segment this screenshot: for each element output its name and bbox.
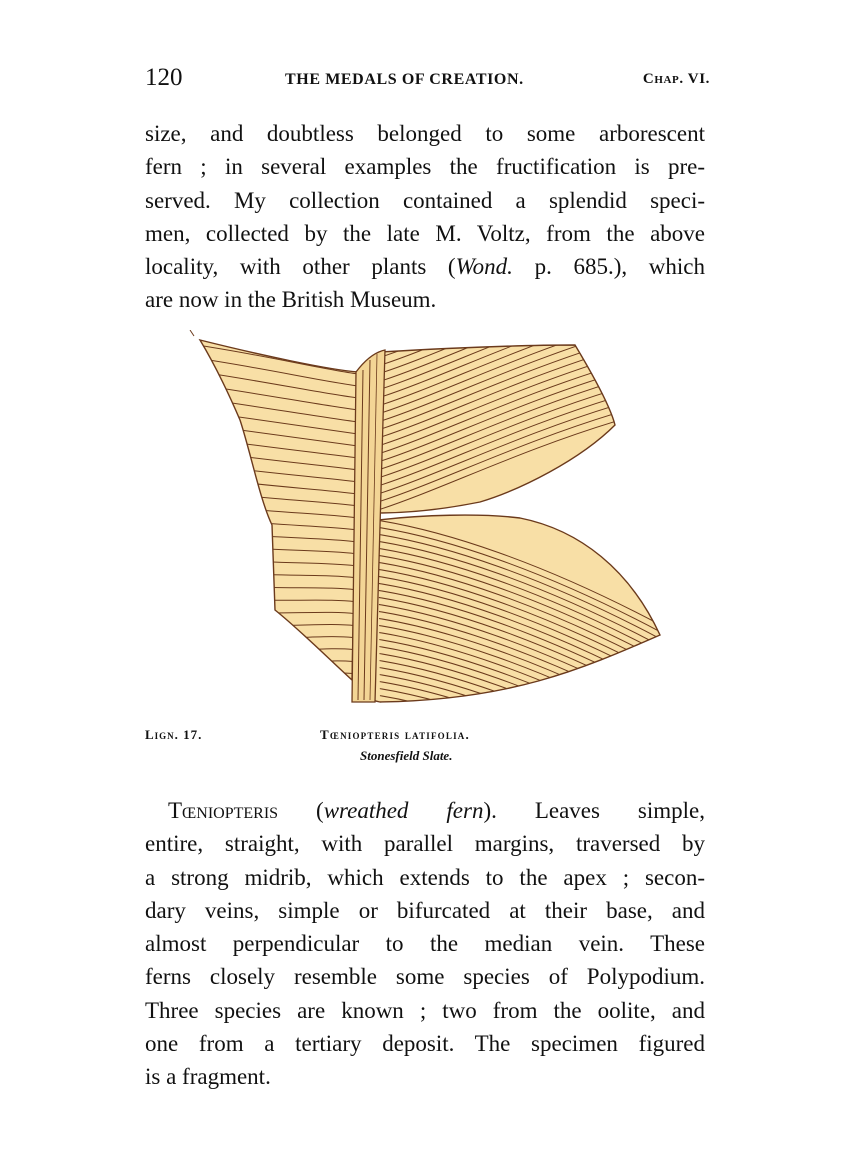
leaf-vein <box>190 673 358 678</box>
text-line: almost perpendicular to the median vein. These <box>145 931 705 957</box>
text-line: ferns closely resemble some species of Polypodium. <box>145 964 705 990</box>
upper-right-leaf-lobe <box>378 345 615 513</box>
running-title: THE MEDALS OF CREATION. <box>285 71 524 88</box>
paragraph-tœniopteris <box>145 794 705 1094</box>
text-line: fern ; in several examples the fructification is pre- <box>145 154 705 180</box>
text-line: dary veins, simple or bifurcated at their base, and <box>145 897 705 923</box>
text-line: are now in the British Museum. <box>145 287 437 313</box>
text-line: one from a tertiary deposit. The specimen figured <box>145 1031 705 1057</box>
common-name: wreathed fern <box>323 798 484 823</box>
figure-locality: Stonesfield Slate. <box>360 748 453 763</box>
text-line: a strong midrib, which extends to the apex ; secon- <box>145 864 705 890</box>
text-line: men, collected by the late M. Voltz, from the above <box>145 220 705 246</box>
fern-fossil-illustration <box>180 330 665 710</box>
paragraph-continuation <box>145 117 705 317</box>
genus-name: Tœniopteris <box>168 798 279 823</box>
text-fragment: ). Leaves simple, <box>483 798 705 823</box>
text-fragment: ( <box>278 798 324 823</box>
specimen-tick-mark <box>190 330 194 336</box>
text-line <box>145 250 705 283</box>
running-head <box>145 62 710 96</box>
text-line <box>145 794 705 827</box>
text-fragment: locality, with other plants ( <box>145 254 456 280</box>
text-fragment: p. 685.), which <box>512 254 706 280</box>
figure-label: Lign. 17. <box>145 727 203 742</box>
text-line: entire, straight, with parallel margins, traversed by <box>145 831 705 857</box>
figure-species-name: Tœniopteris latifolia. <box>320 727 470 742</box>
page-number: 120 <box>145 64 183 91</box>
text-line: Three species are known ; two from the oolite, and <box>145 997 705 1023</box>
text-line: is a fragment. <box>145 1064 271 1090</box>
text-line: served. My collection contained a splendid speci- <box>145 187 705 213</box>
text-line: size, and doubtless belonged to some arborescent <box>145 121 705 146</box>
upper-left-leaf-lobe <box>200 340 358 680</box>
leaf-drawing <box>180 330 665 710</box>
italic-reference: Wond. <box>455 254 513 280</box>
chapter-reference: Chap. VI. <box>642 71 710 87</box>
